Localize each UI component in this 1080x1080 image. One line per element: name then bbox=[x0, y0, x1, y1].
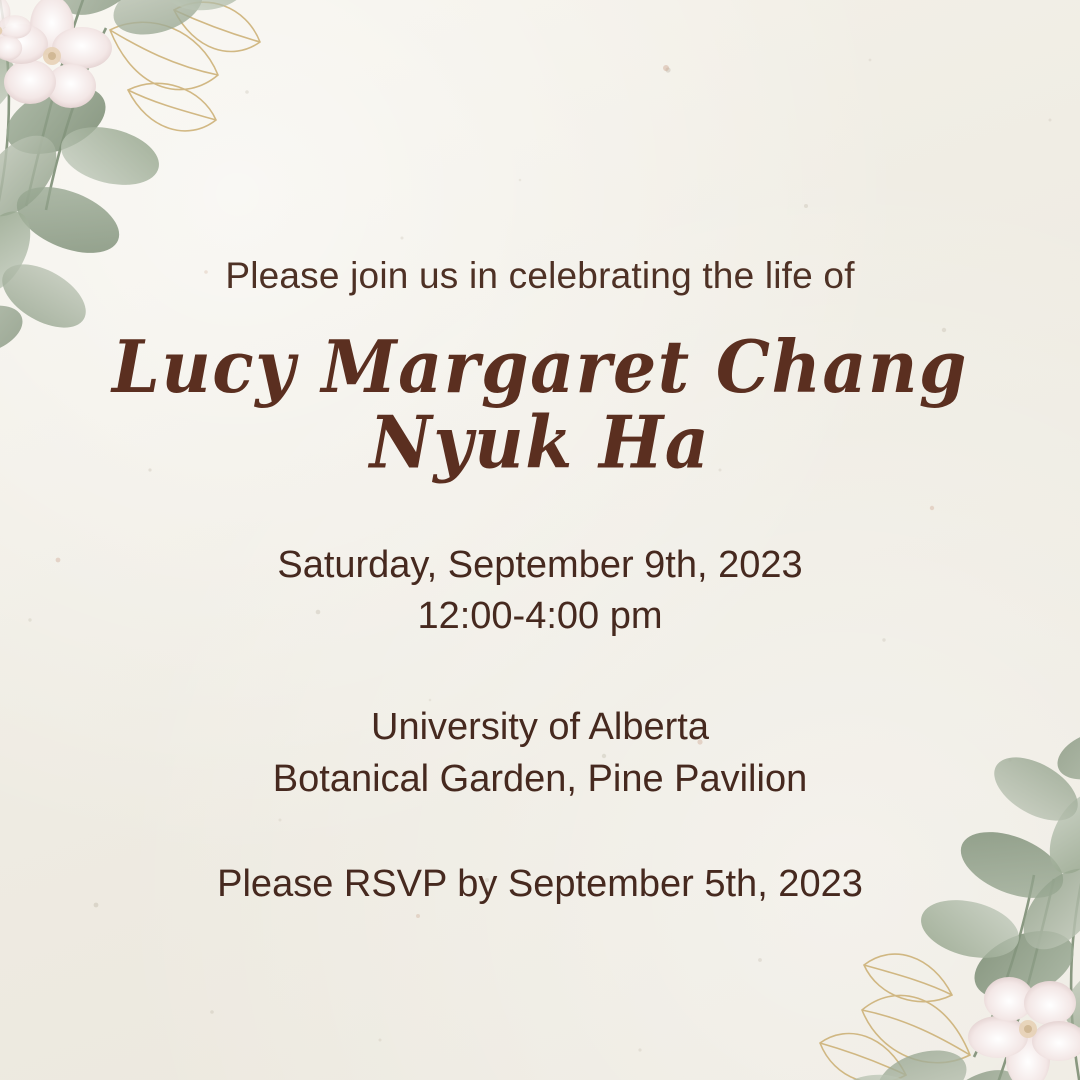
rsvp-note: Please RSVP by September 5th, 2023 bbox=[217, 862, 863, 905]
honoree-name: Lucy Margaret Chang Nyuk Ha bbox=[112, 325, 968, 486]
invitation-intro-line: Please join us in celebrating the life of bbox=[225, 255, 855, 296]
venue-line-1: University of Alberta bbox=[371, 706, 709, 749]
event-date: Saturday, September 9th, 2023 bbox=[277, 543, 803, 586]
invitation-text-block bbox=[0, 255, 1080, 906]
event-datetime bbox=[0, 540, 1080, 643]
event-time: 12:00-4:00 pm bbox=[417, 595, 663, 638]
event-venue bbox=[0, 702, 1080, 805]
venue-line-2: Botanical Garden, Pine Pavilion bbox=[272, 757, 808, 800]
